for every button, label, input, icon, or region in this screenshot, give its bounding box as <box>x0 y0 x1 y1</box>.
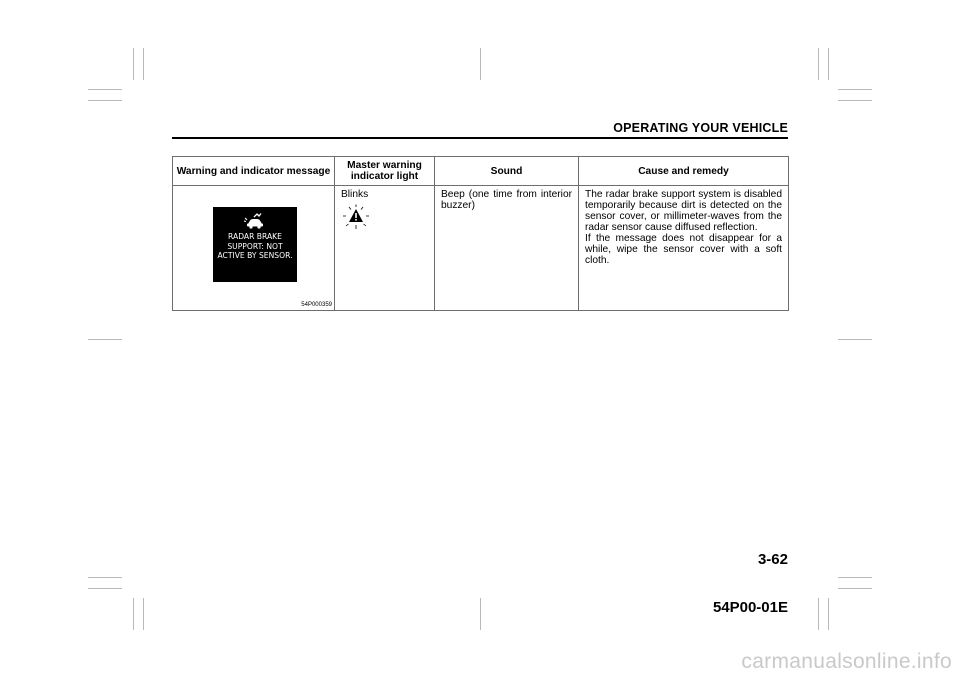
crop-mark <box>828 48 829 80</box>
crop-mark <box>143 48 144 80</box>
crop-mark <box>838 588 872 589</box>
table-header-row <box>173 157 789 186</box>
column-header-message: Warning and indicator message <box>173 157 335 186</box>
warning-table <box>172 156 789 311</box>
crop-mark <box>133 598 134 630</box>
crop-mark <box>838 100 872 101</box>
document-code: 54P00-01E <box>712 599 788 616</box>
watermark: carmanualsonline.info <box>741 650 952 673</box>
crop-mark <box>480 48 481 80</box>
crop-mark <box>88 588 122 589</box>
crop-mark <box>88 100 122 101</box>
column-header-sound: Sound <box>435 157 579 186</box>
table-row <box>173 186 789 311</box>
message-image-cell <box>173 186 335 311</box>
crop-mark <box>143 598 144 630</box>
cause-remedy-cell <box>579 186 789 311</box>
master-warning-text: Blinks <box>341 189 369 200</box>
crop-mark <box>818 48 819 80</box>
crop-mark <box>133 48 134 80</box>
crop-mark <box>828 598 829 630</box>
warning-display-image <box>213 207 297 282</box>
display-message: RADAR BRAKE SUPPORT: NOT ACTIVE BY SENSOR. <box>217 232 293 260</box>
radar-brake-car-icon <box>244 213 266 229</box>
crop-mark <box>88 89 122 90</box>
master-warning-cell <box>335 186 435 311</box>
master-warning-triangle-icon <box>341 204 371 230</box>
header-rule <box>172 137 788 139</box>
crop-mark <box>480 598 481 630</box>
cause-text: The radar brake support system is disabled temporarily because dirt is detected on the sensor cover, or millimeter-waves from the radar sensor cause diffused reflection. <box>585 189 782 233</box>
remedy-text: If the message does not disappear for a while, wipe the sensor cover with a soft cloth. <box>585 233 782 266</box>
crop-mark <box>818 598 819 630</box>
page-number: 3-62 <box>757 551 788 568</box>
crop-mark <box>88 577 122 578</box>
crop-mark <box>838 89 872 90</box>
image-code: 54P000359 <box>301 302 332 308</box>
crop-mark <box>838 577 872 578</box>
crop-mark <box>838 339 872 340</box>
sound-cell: Beep (one time from interior buzzer) <box>435 186 579 311</box>
column-header-master-warning: Master warning indicator light <box>335 157 435 186</box>
section-title: OPERATING YOUR VEHICLE <box>613 121 788 135</box>
column-header-cause-remedy: Cause and remedy <box>579 157 789 186</box>
crop-mark <box>88 339 122 340</box>
